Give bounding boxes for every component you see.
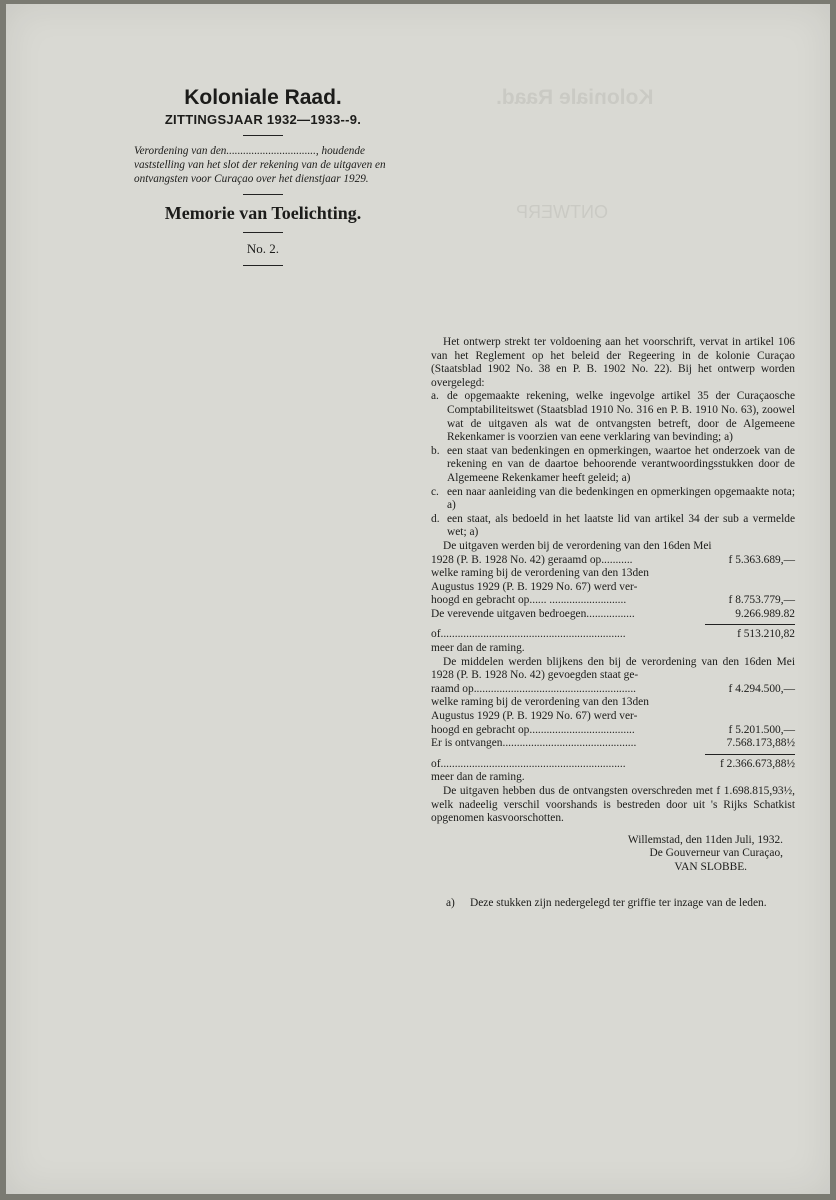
signature-name: VAN SLOBBE. [674,860,747,873]
revenue-difference-row [431,758,795,772]
expenditure-row [431,554,795,568]
above-estimate-note: meer dan de raming. [431,771,525,784]
row-amount [709,581,795,595]
row-text: hoogd en gebracht op..................................... [431,723,635,736]
signature-block [431,834,795,875]
sum-line [705,754,795,755]
conclusion-paragraph: De uitgaven hebben dus de ontvangsten overschreden met f 1.698.815,93½, welk nadeelig verschil voorshands is bestreden door uit 's Rijks Schatkist opgenomen kasvoorschotten. [431,785,795,825]
revenue-intro: De middelen werden blijkens den bij de verordening van den 16den Mei 1928 (P. B. 1928 No. 42) gevoegden staat ge- [431,655,795,682]
row-text: of................................................................. [431,757,626,770]
list-item-text: de opgemaakte rekening, welke ingevolge artikel 35 der Curaçaosche Comptabiliteitswet (Staatsblad 1910 No. 316 en P. B. 1910 No. 63), zoowel wat de uitgaven als wat de ontvangsten betreft, door de Algemeene Rekenkamer is voorzien van eene verklaring van bevinding; a) [447,390,795,444]
row-amount: f 5.363.689,— [728,553,795,566]
row-text: welke raming bij de verordening van den 13den [431,567,649,580]
list-item-text: een staat, als bedoeld in het laatste lid van artikel 34 der sub a vermelde wet; a) [447,512,795,539]
list-item [431,513,795,540]
revenue-row [431,737,795,751]
row-amount [709,567,795,581]
revenue-row [431,724,795,738]
row-text: hoogd en gebracht op...... ........................... [431,594,627,607]
row-text: 1928 (P. B. 1928 No. 42) geraamd op........... [431,553,633,566]
row-text: Er is ontvangen............................................... [431,737,637,750]
list-item-text: een staat van bedenkingen en opmerkingen, waartoe het onderzoek van de rekening en van de daartoe behoorende verantwoordingsstukken door de Algemeene Rekenkamer heeft geleid; a) [447,444,795,484]
row-text: Augustus 1929 (P. B. 1929 No. 67) werd ver- [431,710,638,723]
row-text: Augustus 1929 (P. B. 1929 No. 67) werd ver- [431,580,638,593]
divider [243,265,283,266]
divider [243,194,283,195]
revenue-row [431,696,795,710]
row-amount: f 8.753.779,— [728,594,795,607]
intro-paragraph: Het ontwerp strekt ter voldoening aan het voorschrift, vervat in artikel 106 van het Reglement op het beleid der Regeering in de kolonie Curaçao (Staatsblad 1902 No. 38 en P. B. 1902 No. 22). Bij het ontwerp worden overgelegd: [431,336,795,389]
row-text: welke raming bij de verordening van den 13den [431,696,649,709]
list-item [431,445,795,486]
list-item [431,486,795,513]
list-item-label: d. [431,512,440,525]
bleed-through-heading: ONTWERP [516,202,608,222]
bleed-through-title: Koloniale Raad. [496,86,654,109]
row-amount: f 4.294.500,— [728,682,795,695]
row-text: De verevende uitgaven bedroegen................. [431,607,635,620]
list-item [431,390,795,444]
expenditure-row [431,567,795,581]
row-amount [709,696,795,710]
divider [243,135,283,136]
sum-line [705,624,795,625]
expenditure-difference-row [431,628,795,642]
memorandum-title: Memorie van Toelichting. [164,203,362,223]
expenditure-intro: De uitgaven werden bij de verordening van den 16den Mei [443,539,712,552]
revenue-row [431,710,795,724]
row-amount: 9.266.989.82 [735,607,795,620]
list-item-label: a. [431,390,439,403]
session-year: ZITTINGSJAAR 1932—1933--9. [164,112,362,127]
list-item-text: een naar aanleiding van die bedenkingen en opmerkingen opgemaakte nota; a) [447,485,795,512]
signature-role: De Gouverneur van Curaçao, [649,847,783,860]
footnote-text: Deze stukken zijn nedergelegd ter griffie ter inzage van de leden. [470,897,767,909]
document-page [6,4,830,1194]
list-item-label: b. [431,444,440,457]
document-number: No. 2. [246,241,280,256]
ordinance-description: Verordening van den................................, houdende vaststelling van het slot der rekening van de uitgaven en ontvangsten voor Curaçao over het dienstjaar 1929. [134,145,386,185]
footnote [446,897,796,911]
council-title: Koloniale Raad. [184,86,342,109]
revenue-row [431,683,795,697]
row-amount: f 513.210,82 [737,628,795,641]
document-header [124,86,402,274]
divider [243,232,283,233]
row-text: raamd op......................................................... [431,682,637,695]
above-estimate-note: meer dan de raming. [431,642,525,655]
expenditure-row [431,608,795,622]
row-text: of................................................................. [431,628,626,641]
list-item-label: c. [431,485,439,498]
expenditure-row [431,581,795,595]
row-amount: f 5.201.500,— [728,723,795,736]
signature-place-date: Willemstad, den 11den Juli, 1932. [627,833,783,846]
footnote-label: a) [446,897,455,909]
row-amount: f 2.366.673,88½ [720,757,795,770]
memorandum-body [431,336,795,875]
row-amount: 7.568.173,88½ [726,737,795,750]
expenditure-row [431,594,795,608]
row-amount [709,710,795,724]
